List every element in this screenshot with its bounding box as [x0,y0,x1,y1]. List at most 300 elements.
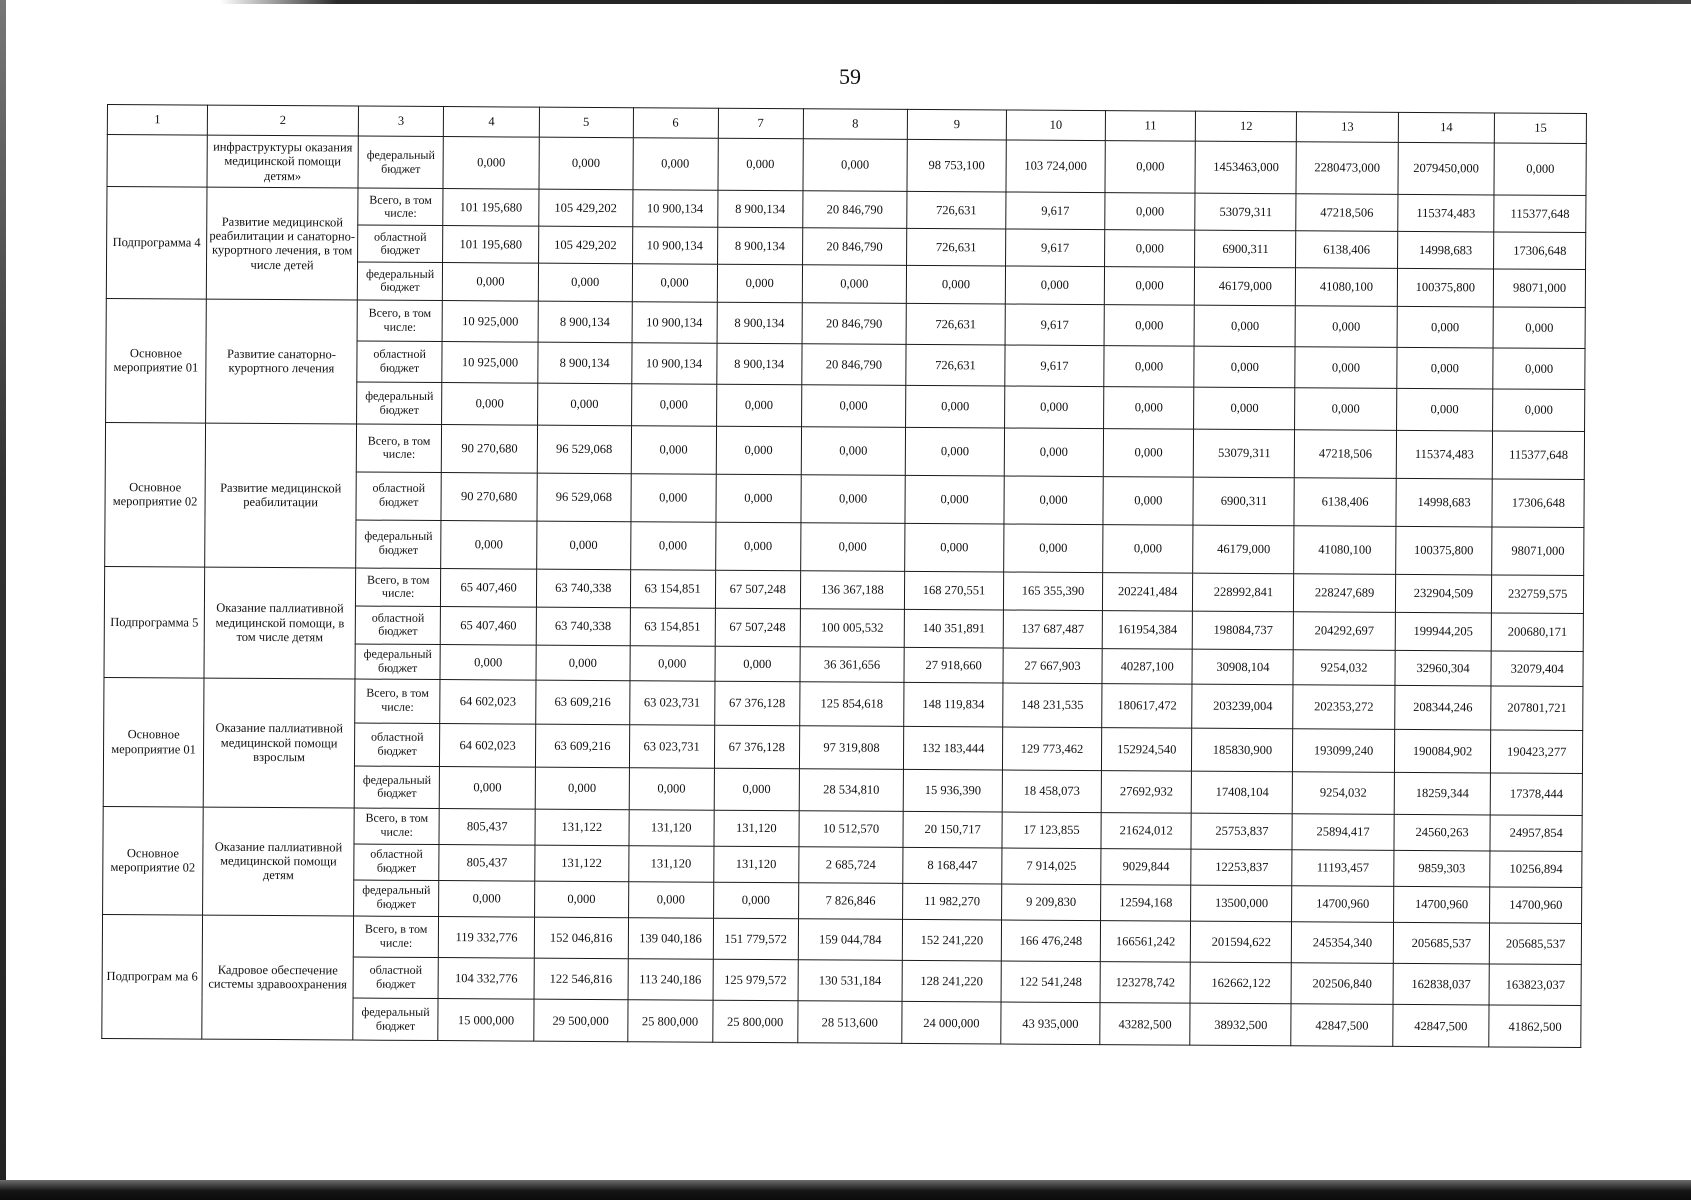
value-cell: 726,631 [907,229,1006,267]
value-cell: 152 241,220 [902,919,1001,961]
value-cell: 205685,537 [1490,923,1582,965]
value-cell: 180617,472 [1102,684,1193,728]
value-cell: 0,000 [1104,346,1195,388]
value-cell: 0,000 [717,265,802,303]
value-cell: 201594,622 [1191,921,1292,963]
program-label [107,135,207,188]
value-cell: 0,000 [1194,305,1295,347]
value-cell: 161954,384 [1102,610,1193,649]
program-name: Развитие медицинской реабилитации и санаторно-курортного лечения, в том числе детей [206,187,358,299]
value-cell: 0,000 [801,475,906,524]
table-row [104,677,1583,730]
value-cell: 14700,960 [1292,885,1393,922]
value-cell: 0,000 [534,881,628,918]
value-cell: 2079450,000 [1398,142,1495,195]
value-cell: 0,000 [714,768,799,810]
value-cell: 0,000 [906,266,1005,304]
value-cell: 0,000 [1493,306,1585,348]
value-cell: 104 332,776 [438,958,534,1000]
value-cell: 15 936,390 [903,770,1002,812]
value-cell: 0,000 [1397,306,1494,348]
value-cell: 63 609,216 [535,724,629,768]
program-name: Оказание паллиативной медицинской помощи, в том числе детям [204,567,356,679]
funding-source: федеральный бюджет [357,382,442,424]
value-cell: 32079,404 [1491,651,1583,686]
funding-source: областной бюджет [356,472,441,520]
value-cell: 202506,840 [1292,963,1393,1005]
value-cell: 30908,104 [1192,649,1293,685]
value-cell: 41080,100 [1294,526,1395,575]
value-cell: 115374,483 [1397,195,1494,233]
value-cell: 28 534,810 [799,769,904,811]
value-cell: 205685,537 [1393,922,1490,964]
value-cell: 0,000 [905,427,1004,476]
value-cell: 9,617 [1005,304,1104,346]
value-cell: 0,000 [718,138,803,191]
value-cell: 0,000 [1104,387,1195,429]
value-cell: 40287,100 [1102,649,1193,684]
column-header: 5 [539,107,633,138]
value-cell: 20 150,717 [903,811,1002,848]
value-cell: 0,000 [441,520,537,569]
value-cell: 0,000 [800,523,905,572]
value-cell: 20 846,790 [802,344,907,386]
program-name: инфраструктуры оказания медицинской помощи детям» [207,135,358,188]
value-cell: 25 800,000 [712,1001,797,1043]
value-cell: 9,617 [1006,192,1105,230]
value-cell: 63 740,338 [536,569,630,608]
value-cell: 20 846,790 [802,228,906,266]
value-cell: 162662,122 [1190,962,1291,1004]
value-cell: 232759,575 [1492,575,1584,614]
value-cell: 10 900,134 [631,343,716,385]
value-cell: 10 900,134 [632,190,717,228]
value-cell: 0,000 [716,426,801,474]
value-cell: 8 168,447 [903,847,1002,884]
value-cell: 64 602,023 [440,679,536,723]
value-cell: 0,000 [1103,476,1194,525]
value-cell: 10 900,134 [632,301,717,343]
funding-source: Всего, в том числе: [357,300,442,342]
value-cell: 0,000 [715,522,800,570]
value-cell: 0,000 [713,882,798,919]
value-cell: 105 429,202 [538,227,632,265]
value-cell: 115374,483 [1396,430,1493,479]
value-cell: 47218,506 [1295,430,1396,479]
value-cell: 8 900,134 [717,191,802,229]
funding-source: Всего, в том числе: [355,679,440,723]
value-cell: 25753,837 [1191,813,1292,850]
value-cell: 0,000 [1104,230,1195,268]
column-header: 10 [1006,110,1105,141]
value-cell: 131,122 [535,845,629,882]
value-cell: 96 529,068 [537,473,631,522]
value-cell: 101 195,680 [443,189,539,227]
value-cell: 10 925,000 [442,300,538,342]
table-row [104,566,1583,613]
value-cell: 193099,240 [1293,728,1394,772]
program-label: Основное мероприятие 01 [106,298,207,423]
column-header: 14 [1398,112,1495,143]
value-cell: 208344,246 [1394,685,1491,729]
value-cell: 2280473,000 [1296,142,1397,195]
value-cell: 6138,406 [1296,231,1397,269]
value-cell: 105 429,202 [539,189,633,227]
value-cell: 163823,037 [1489,964,1581,1006]
value-cell: 0,000 [1494,143,1586,196]
value-cell: 0,000 [1004,428,1103,477]
value-cell: 103 724,000 [1006,140,1105,193]
table-row [106,298,1585,348]
value-cell: 115377,648 [1494,195,1586,233]
funding-source: Всего, в том числе: [353,916,438,958]
value-cell: 0,000 [1004,476,1103,525]
column-header: 7 [718,108,803,139]
value-cell: 65 407,460 [440,606,536,645]
value-cell: 0,000 [802,265,906,303]
program-name: Оказание паллиативной медицинской помощи детям [203,807,355,916]
value-cell: 24957,854 [1490,815,1582,852]
value-cell: 43 935,000 [1001,1002,1100,1044]
table-row [107,187,1586,233]
value-cell: 0,000 [905,475,1004,524]
value-cell: 98 753,100 [907,139,1006,192]
value-cell: 32960,304 [1395,650,1492,685]
value-cell: 41862,500 [1489,1005,1581,1047]
value-cell: 17 123,855 [1002,812,1101,849]
value-cell: 9029,844 [1101,848,1192,885]
value-cell: 17408,104 [1192,771,1293,813]
value-cell: 130 531,184 [798,960,903,1002]
value-cell: 0,000 [633,138,718,191]
value-cell: 115377,648 [1493,431,1585,480]
value-cell: 98071,000 [1492,527,1584,576]
value-cell: 6900,311 [1193,477,1294,526]
value-cell: 0,000 [538,384,632,426]
value-cell: 8 900,134 [717,228,802,266]
value-cell: 148 119,834 [904,682,1003,726]
value-cell: 96 529,068 [537,425,631,474]
value-cell: 18259,344 [1394,773,1491,815]
value-cell: 0,000 [1104,304,1195,346]
value-cell: 0,000 [442,383,538,425]
value-cell: 15 000,000 [438,999,534,1041]
column-header: 15 [1495,113,1587,144]
value-cell: 41080,100 [1296,268,1397,306]
value-cell: 64 602,023 [440,723,536,767]
value-cell: 7 826,846 [798,882,902,919]
value-cell: 131,120 [629,809,714,846]
funding-source: областной бюджет [357,341,442,383]
value-cell: 28 513,600 [798,1001,903,1043]
value-cell: 67 376,128 [714,681,799,725]
value-cell: 63 023,731 [629,724,714,768]
funding-source: Всего, в том числе: [354,808,439,845]
value-cell: 12594,168 [1101,884,1192,921]
value-cell: 0,000 [535,767,629,809]
value-cell: 136 367,188 [800,570,904,609]
value-cell: 245354,340 [1292,921,1393,963]
value-cell: 152 046,816 [534,917,628,959]
value-cell: 11193,457 [1292,849,1393,886]
value-cell: 726,631 [906,303,1005,345]
value-cell: 11 982,270 [903,883,1002,920]
value-cell: 0,000 [715,646,800,681]
value-cell: 122 541,248 [1001,961,1100,1003]
value-cell: 0,000 [439,880,535,917]
column-header: 11 [1105,111,1196,142]
value-cell: 90 270,680 [441,424,537,473]
value-cell: 17378,444 [1491,773,1583,815]
value-cell: 0,000 [906,386,1005,428]
value-cell: 0,000 [1295,347,1396,389]
value-cell: 8 900,134 [717,302,802,344]
funding-source: областной бюджет [354,844,439,881]
value-cell: 12253,837 [1191,849,1292,886]
value-cell: 6900,311 [1195,231,1296,269]
value-cell: 9254,032 [1293,650,1394,686]
column-header: 6 [633,108,718,139]
value-cell: 159 044,784 [798,918,903,960]
value-cell: 0,000 [716,474,801,522]
value-cell: 137 687,487 [1003,610,1102,649]
value-cell: 29 500,000 [534,1000,628,1042]
value-cell: 162838,037 [1393,963,1490,1005]
value-cell: 113 240,186 [628,959,713,1001]
value-cell: 0,000 [1005,386,1104,428]
funding-source: федеральный бюджет [358,136,443,189]
value-cell: 100 005,532 [800,609,904,648]
value-cell: 123278,742 [1100,962,1191,1004]
program-label: Основное мероприятие 01 [103,677,204,806]
table-row [103,806,1582,851]
value-cell: 131,122 [535,809,629,846]
value-cell: 131,120 [714,810,799,847]
value-cell: 46179,000 [1193,525,1294,574]
value-cell: 0,000 [443,263,539,301]
value-cell: 53079,311 [1194,429,1295,478]
value-cell: 98071,000 [1494,269,1586,307]
value-cell: 204292,697 [1294,612,1395,651]
program-label: Подпрограмма 5 [104,566,205,678]
value-cell: 63 023,731 [629,681,714,725]
value-cell: 207801,721 [1491,686,1583,730]
program-label: Подпрограмма 4 [106,187,207,299]
value-cell: 0,000 [1105,141,1196,194]
value-cell: 0,000 [629,768,714,810]
value-cell: 63 154,851 [630,569,715,608]
value-cell: 200680,171 [1492,613,1584,652]
value-cell: 0,000 [630,521,715,569]
funding-source: областной бюджет [353,957,438,999]
value-cell: 166561,242 [1100,920,1191,962]
value-cell: 8 900,134 [716,343,801,385]
value-cell: 14700,960 [1393,886,1490,923]
value-cell: 0,000 [1396,389,1493,431]
value-cell: 0,000 [1194,346,1295,388]
value-cell: 140 351,891 [904,609,1003,648]
value-cell: 27 918,660 [904,647,1003,682]
value-cell: 101 195,680 [443,226,539,264]
value-cell: 125 979,572 [713,959,798,1001]
value-cell: 0,000 [1396,347,1493,389]
value-cell: 42847,500 [1291,1004,1392,1046]
value-cell: 100375,800 [1397,269,1494,307]
value-cell: 8 900,134 [538,342,632,384]
column-header: 4 [444,107,540,138]
value-cell: 0,000 [538,264,632,302]
value-cell: 202241,484 [1102,572,1193,611]
value-cell: 0,000 [1005,266,1104,304]
value-cell: 165 355,390 [1003,572,1102,611]
value-cell: 202353,272 [1293,685,1394,729]
value-cell: 42847,500 [1392,1005,1489,1047]
value-cell: 8 900,134 [538,301,632,343]
value-cell: 20 846,790 [802,302,907,344]
value-cell: 0,000 [539,137,633,190]
value-cell: 10 925,000 [442,342,538,384]
value-cell: 148 231,535 [1003,683,1102,727]
column-header: 1 [107,105,207,136]
value-cell: 43282,500 [1100,1003,1191,1045]
value-cell: 38932,500 [1190,1004,1291,1046]
funding-source: федеральный бюджет [356,520,441,568]
value-cell: 0,000 [801,427,906,476]
value-cell: 0,000 [537,521,631,570]
value-cell: 805,437 [439,808,535,845]
funding-source: областной бюджет [358,225,443,263]
value-cell: 20 846,790 [803,191,907,229]
program-name: Развитие медицинской реабилитации [205,423,357,568]
column-header: 8 [803,109,907,140]
value-cell: 131,120 [628,845,713,882]
value-cell: 0,000 [1103,524,1194,573]
value-cell: 21624,012 [1101,812,1192,849]
value-cell: 10 512,570 [799,810,903,847]
value-cell: 100375,800 [1395,526,1492,575]
value-cell: 128 241,220 [902,960,1001,1002]
value-cell: 190084,902 [1394,729,1491,773]
value-cell: 25894,417 [1292,813,1393,850]
value-cell: 151 779,572 [713,918,798,960]
value-cell: 726,631 [906,344,1005,386]
funding-source: областной бюджет [355,723,440,767]
funding-source: областной бюджет [355,606,440,645]
table-row [102,914,1581,964]
value-cell: 7 914,025 [1002,848,1101,885]
scan-top-edge [220,0,1691,4]
value-cell: 232904,509 [1395,574,1492,613]
program-name: Оказание паллиативной медицинской помощи взрослым [203,678,355,808]
funding-source: Всего, в том числе: [358,188,443,226]
value-cell: 0,000 [536,645,630,680]
value-cell: 24 000,000 [902,1002,1001,1044]
value-cell: 168 270,551 [904,571,1003,610]
value-cell: 152924,540 [1101,727,1192,771]
value-cell: 228992,841 [1193,573,1294,612]
funding-source: федеральный бюджет [357,262,442,300]
value-cell: 0,000 [803,139,908,192]
value-cell: 0,000 [1194,388,1295,430]
value-cell: 2 685,724 [799,846,903,883]
program-name: Кадровое обеспечение системы здравоохранения [202,915,354,1040]
value-cell: 90 270,680 [441,472,537,521]
page-number: 59 [839,64,861,89]
value-cell: 67 507,248 [715,608,800,647]
value-cell: 805,437 [439,844,535,881]
value-cell: 185830,900 [1192,728,1293,772]
value-cell: 47218,506 [1296,194,1397,232]
value-cell: 190423,277 [1491,730,1583,774]
value-cell: 0,000 [439,767,535,809]
program-label: Подпрограм ма 6 [102,914,203,1039]
value-cell: 0,000 [631,426,716,474]
value-cell: 14998,683 [1396,478,1493,527]
program-label: Основное мероприятие 02 [103,806,204,915]
value-cell: 166 476,248 [1001,920,1100,962]
value-cell: 131,120 [713,846,798,883]
value-cell: 10 900,134 [632,227,717,265]
value-cell: 129 773,462 [1002,727,1101,771]
value-cell: 125 854,618 [800,682,905,726]
value-cell: 0,000 [443,137,539,190]
value-cell: 0,000 [1493,348,1585,390]
value-cell: 17306,648 [1494,232,1586,270]
value-cell: 9,617 [1006,229,1105,267]
value-cell: 0,000 [631,384,716,426]
value-cell: 0,000 [1295,388,1396,430]
value-cell: 726,631 [907,192,1006,230]
value-cell: 17306,648 [1492,479,1584,528]
value-cell: 0,000 [632,264,717,302]
value-cell: 67 507,248 [715,570,800,609]
value-cell: 122 546,816 [534,958,628,1000]
column-header: 9 [907,109,1006,140]
value-cell: 119 332,776 [438,916,534,958]
value-cell: 0,000 [1105,193,1196,231]
value-cell: 63 154,851 [630,608,715,647]
value-cell: 67 376,128 [714,725,799,769]
value-cell: 14700,960 [1490,887,1582,924]
value-cell: 0,000 [628,881,713,918]
value-cell: 0,000 [1004,524,1103,573]
value-cell: 63 740,338 [536,607,630,646]
value-cell: 0,000 [1493,389,1585,431]
funding-source: Всего, в том числе: [356,568,441,607]
value-cell: 10256,894 [1490,851,1582,888]
value-cell: 0,000 [1104,267,1195,305]
value-cell: 0,000 [630,646,715,681]
funding-source: федеральный бюджет [354,766,439,808]
value-cell: 132 183,444 [904,726,1003,770]
column-header: 13 [1297,112,1398,143]
value-cell: 46179,000 [1195,268,1296,306]
value-cell: 9,617 [1005,345,1104,387]
value-cell: 6138,406 [1294,478,1395,527]
funding-source: федеральный бюджет [353,998,438,1040]
value-cell: 0,000 [801,385,906,427]
value-cell: 228247,689 [1294,573,1395,612]
value-cell: 9254,032 [1293,772,1394,814]
value-cell: 65 407,460 [441,568,537,607]
value-cell: 9 209,830 [1002,884,1101,921]
program-label: Основное мероприятие 02 [105,422,206,567]
value-cell: 9859,303 [1393,850,1490,887]
value-cell: 203239,004 [1192,684,1293,728]
program-name: Развитие санаторно-курортного лечения [206,299,358,424]
funding-source: федеральный бюджет [355,644,440,679]
column-header: 3 [358,106,443,137]
